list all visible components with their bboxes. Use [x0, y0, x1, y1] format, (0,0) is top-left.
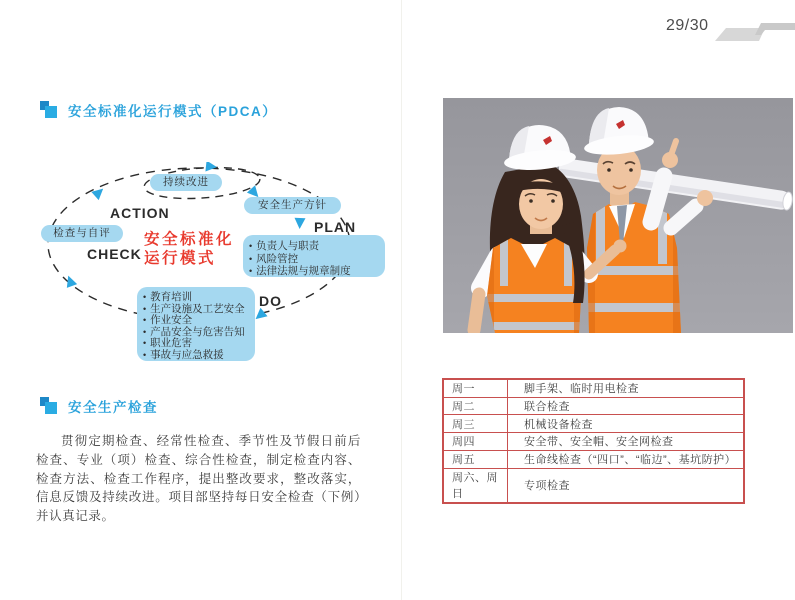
header-ribbon [713, 22, 795, 44]
weekly-inspection-table [442, 378, 745, 504]
stage-label-action: ACTION [110, 205, 170, 221]
item-cell: 生命线检查（“四口”、“临边”、基坑防护） [508, 450, 745, 468]
plan-items-box [243, 235, 385, 277]
ribbon-shape [713, 22, 795, 44]
workers-photo-illustration [443, 98, 793, 333]
plan-item: • 负责人与职责 [249, 240, 381, 253]
pdca-section-header [40, 100, 277, 120]
table-row [443, 433, 744, 451]
inspection-paragraph: 贯彻定期检查、经常性检查、季节性及节假日前后检查、专业（项）检查、综合性检查，制定检查内容、检查方法、检查工作程序，提出整改要求，整改落实，信息反馈及持续改进。项目部坚持每日安全检查（下例）并认真记录。 [36, 434, 361, 524]
item-cell: 联合检查 [508, 397, 745, 415]
pill-check-self-review: 检查与自评 [41, 225, 123, 242]
man-hand-grip [697, 190, 713, 206]
pill-continuous-improvement: 持续改进 [150, 174, 222, 191]
item-cell: 机械设备检查 [508, 415, 745, 433]
do-item: • 事故与应急救援 [143, 350, 251, 362]
section-marker-icon [40, 101, 58, 119]
table-row [443, 379, 744, 397]
pdca-section-title: 安全标准化运行模式（PDCA） [68, 104, 278, 119]
plan-item: • 风险管控 [249, 253, 381, 266]
woman-left-arm [474, 294, 479, 330]
inspection-section-header [40, 396, 158, 416]
stage-label-do: DO [259, 293, 282, 309]
day-cell: 周二 [443, 397, 508, 415]
do-item: • 产品安全与危害告知 [143, 327, 251, 339]
inspection-section-title: 安全生产检查 [68, 400, 158, 415]
day-cell: 周六、周日 [443, 468, 508, 503]
stage-label-plan: PLAN [314, 219, 357, 235]
do-item: • 生产设施及工艺安全 [143, 304, 251, 316]
page-divider [401, 0, 402, 600]
workers-photo [443, 98, 793, 333]
day-cell: 周一 [443, 379, 508, 397]
item-cell: 脚手架、临时用电检查 [508, 379, 745, 397]
page-number: 29/30 [666, 17, 709, 34]
item-cell: 安全带、安全帽、安全网检查 [508, 433, 745, 451]
diagram-center-title-line1: 安全标准化 [144, 231, 235, 248]
diagram-center-title [144, 230, 264, 268]
do-item: • 作业安全 [143, 315, 251, 327]
woman-hand [614, 240, 627, 253]
table-row [443, 415, 744, 433]
day-cell: 周四 [443, 433, 508, 451]
table-row [443, 468, 744, 503]
diagram-center-title-line2: 运行模式 [144, 250, 217, 267]
day-cell: 周三 [443, 415, 508, 433]
pdca-diagram [30, 162, 392, 374]
do-item: • 职业危害 [143, 338, 251, 350]
do-items-box [137, 287, 255, 361]
table-row [443, 450, 744, 468]
plan-item: • 法律法规与规章制度 [249, 265, 381, 278]
table-row [443, 397, 744, 415]
stage-label-check: CHECK [87, 246, 142, 262]
do-item: • 教育培训 [143, 292, 251, 304]
pill-safety-policy: 安全生产方针 [244, 197, 341, 214]
item-cell: 专项检查 [508, 468, 745, 503]
day-cell: 周五 [443, 450, 508, 468]
section-marker-icon [40, 397, 58, 415]
